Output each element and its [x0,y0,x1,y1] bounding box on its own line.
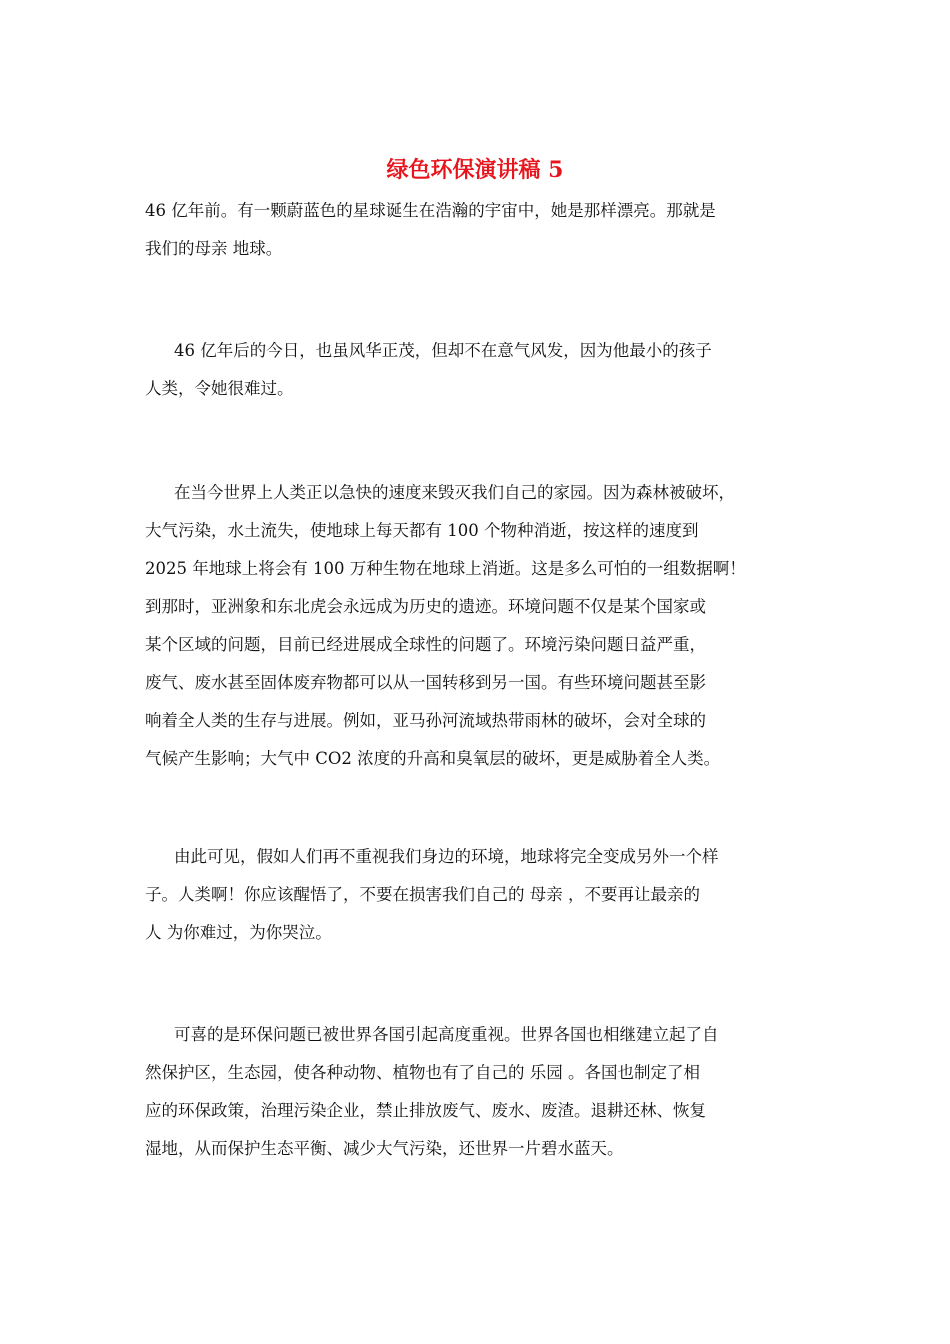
paragraph-line: 响着全人类的生存与进展。例如，亚马孙河流域热带雨林的破坏，会对全球的 [145,711,706,730]
paragraph-line: 人 为你难过，为你哭泣。 [145,923,332,942]
paragraph-line: 46 亿年前。有一颗蔚蓝色的星球诞生在浩瀚的宇宙中，她是那样漂亮。那就是 [145,201,716,220]
paragraph-1 [145,192,805,268]
paragraph-line: 应的环保政策，治理污染企业，禁止排放废气、废水、废渣。退耕还林、恢复 [145,1101,706,1120]
document-title: 绿色环保演讲稿 5 [386,157,564,183]
paragraph-line: 然保护区，生态园，使各种动物、植物也有了自己的 乐园 。各国也制定了相 [145,1063,700,1082]
paragraph-3 [145,474,805,778]
paragraph-line: 子。人类啊！你应该醒悟了，不要在损害我们自己的 母亲 ，不要再让最亲的 [145,885,700,904]
paragraph-line: 气候产生影响；大气中 CO2 浓度的升高和臭氧层的破坏，更是威胁着全人类。 [145,749,721,768]
paragraph-line: 废气、废水甚至固体废弃物都可以从一国转移到另一国。有些环境问题甚至影 [145,673,706,692]
paragraph-line: 某个区域的问题，目前已经进展成全球性的问题了。环境污染问题日益严重， [145,635,706,654]
paragraph-line: 可喜的是环保问题已被世界各国引起高度重视。世界各国也相继建立起了自 [174,1025,719,1044]
paragraph-line: 2025 年地球上将会有 100 万种生物在地球上消逝。这是多么可怕的一组数据啊！ [145,559,746,578]
paragraph-line: 由此可见，假如人们再不重视我们身边的环境，地球将完全变成另外一个样 [174,847,719,866]
paragraph-line: 我们的母亲 地球。 [145,239,283,258]
paragraph-line: 人类，令她很难过。 [145,379,294,398]
paragraph-4 [145,838,805,952]
paragraph-line: 大气污染，水土流失，使地球上每天都有 100 个物种消逝，按这样的速度到 [145,521,699,540]
paragraph-line: 在当今世界上人类正以急快的速度来毁灭我们自己的家园。因为森林被破坏， [174,483,735,502]
paragraph-line: 到那时，亚洲象和东北虎会永远成为历史的遗迹。环境问题不仅是某个国家或 [145,597,706,616]
paragraph-5 [145,1016,805,1168]
paragraph-2 [145,332,805,408]
paragraph-line: 湿地，从而保护生态平衡、减少大气污染，还世界一片碧水蓝天。 [145,1139,624,1158]
paragraph-line: 46 亿年后的今日，也虽风华正茂，但却不在意气风发，因为他最小的孩子 [174,341,712,360]
